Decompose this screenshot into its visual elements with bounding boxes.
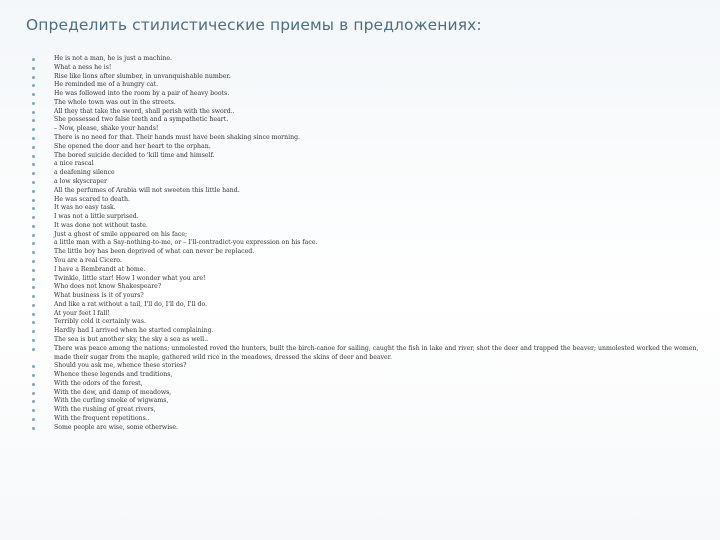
list-item-text: He reminded me of a hungry cat. (54, 81, 159, 89)
list-item (30, 81, 702, 90)
list-item (30, 231, 702, 240)
list-item-text: With the dew, and damp of meadows, (54, 388, 172, 396)
list-item (30, 64, 702, 73)
list-item (30, 73, 702, 82)
list-item (30, 389, 702, 398)
bullet-icon (32, 418, 35, 421)
list-item (30, 152, 702, 161)
list-item-text: With the curling smoke of wigwams, (54, 397, 169, 405)
bullet-icon (32, 137, 35, 140)
bullet-icon (32, 102, 35, 105)
bullet-icon (32, 242, 35, 245)
bullet-icon (32, 207, 35, 210)
list-item (30, 275, 702, 284)
bullet-icon (32, 278, 35, 281)
bullet-icon (32, 119, 35, 122)
bullet-icon (32, 225, 35, 228)
list-item-text: a nice rascal (54, 160, 94, 168)
list-item (30, 345, 702, 363)
list-item (30, 310, 702, 319)
bullet-icon (32, 93, 35, 96)
bullet-icon (32, 260, 35, 263)
list-item-text: All they that take the sword, shall perish with the sword.. (54, 107, 235, 115)
bullet-icon (32, 111, 35, 114)
list-item (30, 380, 702, 389)
bullet-icon (32, 400, 35, 403)
bullet-icon (32, 383, 35, 386)
bullet-icon (32, 251, 35, 254)
list-item (30, 55, 702, 64)
list-item (30, 213, 702, 222)
list-item (30, 397, 702, 406)
bullet-icon (32, 339, 35, 342)
bullet-icon (32, 269, 35, 272)
list-item-text: It was done not without taste. (54, 221, 148, 229)
list-item (30, 362, 702, 371)
list-item (30, 116, 702, 125)
list-item (30, 336, 702, 345)
list-item-text: With the rushing of great rivers, (54, 406, 156, 414)
list-item-text: The sea is but another sky, the sky a sea as well.. (54, 336, 209, 343)
list-item (30, 371, 702, 380)
list-item (30, 125, 702, 134)
list-item (30, 196, 702, 205)
list-item-text: I was not a little surprised. (54, 213, 139, 221)
bullet-icon (32, 286, 35, 289)
bullet-icon (32, 76, 35, 79)
list-item-text: Just a ghost of smile appeared on his face; (54, 230, 188, 238)
list-item-text: – Now, please, shake your hands! (54, 125, 159, 133)
bullet-icon (32, 172, 35, 175)
list-item-text: There was peace among the nations; unmolested roved the hunters, built the birch-canoe for sailing, caught the fish in lake and river, shot the deer and trapped the beaver; unmolested worked the women, made their sugar from the maple, gathered wild rice in the meadows, dressed the skins of deer and beaver. (54, 344, 699, 361)
slide-title: Определить стилистические приемы в предложениях: (26, 16, 482, 34)
bullet-icon (32, 365, 35, 368)
list-item (30, 90, 702, 99)
list-item (30, 248, 702, 257)
bullet-icon (32, 330, 35, 333)
list-item-text: He was followed into the room by a pair of heavy boots. (54, 90, 230, 98)
bullet-icon (32, 190, 35, 193)
bullet-icon (32, 374, 35, 377)
list-item-text: Some people are wise, some otherwise. (54, 423, 178, 431)
bullet-icon (32, 181, 35, 184)
list-item-text: What a ness he is! (54, 63, 112, 71)
list-item-text: Hardly had I arrived when he started complaining. (54, 327, 214, 335)
bullet-icon (32, 313, 35, 316)
list-item (30, 257, 702, 266)
list-item (30, 283, 702, 292)
bullet-icon (32, 67, 35, 70)
list-item-text: With the odors of the forest, (54, 379, 143, 387)
list-item-text: Should you ask me, whence these stories? (54, 362, 187, 370)
list-item-text: Rise like lions after slumber, in unvanquishable number. (54, 72, 231, 80)
bullet-icon (32, 409, 35, 412)
list-item (30, 187, 702, 196)
list-item-text: a deafening silence (54, 169, 115, 177)
list-item-text: With the frequent repetitions.. (54, 415, 150, 423)
list-item (30, 327, 702, 336)
list-item (30, 239, 702, 248)
bullet-icon (32, 234, 35, 237)
list-item-text: He is not a man, he is just a machine. (54, 55, 172, 62)
list-item-text: I have a Rembrandt at home. (54, 265, 146, 273)
list-item-text: She opened the door and her heart to the orphan. (54, 142, 211, 150)
list-item (30, 222, 702, 231)
list-item (30, 415, 702, 424)
bullet-icon (32, 427, 35, 430)
bullet-icon (32, 58, 35, 61)
list-item-text: Whence these legends and traditions, (54, 371, 173, 379)
bullet-icon (32, 146, 35, 149)
list-item-text: Who does not know Shakespeare? (54, 283, 162, 291)
list-item-text: He was scared to death. (54, 195, 130, 203)
list-item (30, 134, 702, 143)
bullet-icon (32, 304, 35, 307)
list-item-text: The little boy has been deprived of what can never be replaced. (54, 248, 255, 256)
list-item (30, 292, 702, 301)
list-item (30, 301, 702, 310)
list-item-text: At your feet I fall! (54, 309, 110, 317)
list-item (30, 204, 702, 213)
list-item (30, 424, 702, 433)
list-item-text: a low skyscraper (54, 177, 107, 185)
list-item (30, 160, 702, 169)
list-item-text: There is no need for that. Their hands must have been shaking since morning. (54, 134, 301, 142)
list-item-text: What business is it of yours? (54, 292, 144, 300)
bullet-icon (32, 128, 35, 131)
bullet-icon (32, 199, 35, 202)
list-item-text: All the perfumes of Arabia will not sweeten this little hand. (54, 186, 240, 194)
list-item (30, 143, 702, 152)
list-item (30, 406, 702, 415)
list-item-text: And like a rat without a tail, I'll do, I'll do, I'll do. (54, 300, 208, 308)
bullet-icon (32, 295, 35, 298)
bullet-icon (32, 216, 35, 219)
bullet-icon (32, 84, 35, 87)
bullet-icon (32, 392, 35, 395)
list-item (30, 108, 702, 117)
bullet-icon (32, 321, 35, 324)
list-item-text: Twinkle, little star! How I wonder what you are! (54, 274, 206, 282)
list-item-text: Terribly cold it certainly was. (54, 318, 146, 326)
list-item-text: The bored suicide decided to 'kill time and himself. (54, 151, 215, 159)
bullet-icon (32, 155, 35, 158)
list-item-text: It was no easy task. (54, 204, 116, 212)
list-item (30, 318, 702, 327)
list-item (30, 266, 702, 275)
bullet-icon (32, 348, 35, 351)
list-item-text: She possessed two false teeth and a sympathetic heart. (54, 116, 229, 124)
list-item-text: a little man with a Say-nothing-to-me, or – I'll-contradict-you expression on his face. (54, 239, 318, 247)
sentence-list (30, 55, 702, 433)
list-item (30, 178, 702, 187)
list-item (30, 169, 702, 178)
bullet-icon (32, 163, 35, 166)
list-item (30, 99, 702, 108)
list-item-text: The whole town was out in the streets. (54, 98, 176, 106)
list-item-text: You are a real Cicero. (54, 256, 122, 264)
